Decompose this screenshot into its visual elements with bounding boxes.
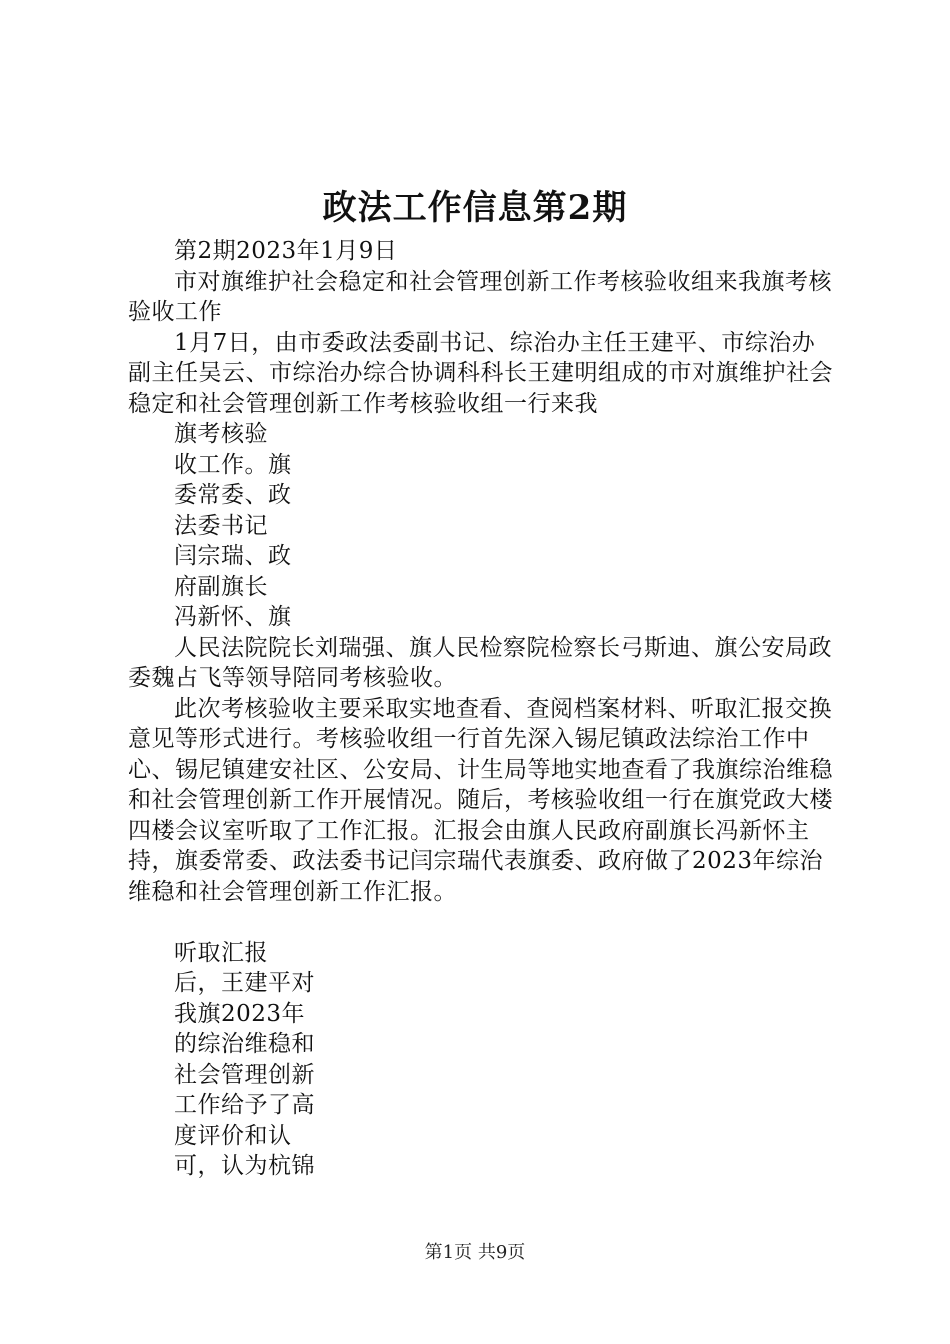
fragment-line: 收工作。旗 (174, 451, 292, 478)
document-title: 政法工作信息第2期 (322, 188, 628, 228)
fragment-line: 可，认为杭锦 (174, 1153, 315, 1179)
fragment-line: 冯新怀、旗 (174, 604, 292, 630)
fragment-line: 旗考核验 (174, 421, 268, 447)
fragment-line: 我旗2023年 (174, 1000, 306, 1027)
issue-date-line: 第2期2023年1月9日 (174, 238, 398, 264)
body-paragraph-continued: 人民法院院长刘瑞强、旗人民检察院检察长弓斯迪、旗公安局政委魏占飞等领导陪同考核验收。 (128, 634, 832, 691)
fragment-line: 社会管理创新 (174, 1061, 315, 1088)
body-paragraph-2: 此次考核验收主要采取实地查看、查阅档案材料、听取汇报交换意见等形式进行。考核验收组一行首先深入锡尼镇政法综治工作中心、锡尼镇建安社区、公安局、计生局等地实地查看了我旗综治维稳和社会管理创新工作开展情况。随后，考核验收组一行在旗党政大楼四楼会议室听取了工作汇报。汇报会由旗人民政府副旗长冯新怀主持，旗委常委、政法委书记闫宗瑞代表旗委、政府做了2023年综治维稳和社会管理创新工作汇报。 (128, 695, 833, 905)
document-body (128, 236, 836, 1182)
paragraph-spacer (128, 907, 836, 938)
fragment-line: 委常委、政 (174, 482, 292, 508)
fragment-line: 后，王建平对 (174, 970, 315, 996)
fragment-line: 听取汇报 (174, 939, 268, 966)
fragment-line: 工作给予了高 (174, 1092, 315, 1118)
fragment-line: 闫宗瑞、政 (174, 543, 292, 569)
fragment-line: 的综治维稳和 (174, 1031, 315, 1057)
fragment-line: 府副旗长 (174, 573, 268, 600)
page-number-footer: 第1页 共9页 (424, 1242, 526, 1263)
fragment-line: 度评价和认 (174, 1122, 292, 1149)
fragment-line: 法委书记 (174, 512, 268, 539)
news-headline: 市对旗维护社会稳定和社会管理创新工作考核验收组来我旗考核验收工作 (128, 268, 832, 325)
body-paragraph-1: 1月7日，由市委政法委副书记、综治办主任王建平、市综治办副主任吴云、市综治办综合协调科科长王建明组成的市对旗维护社会稳定和社会管理创新工作考核验收组一行来我 (128, 329, 833, 417)
